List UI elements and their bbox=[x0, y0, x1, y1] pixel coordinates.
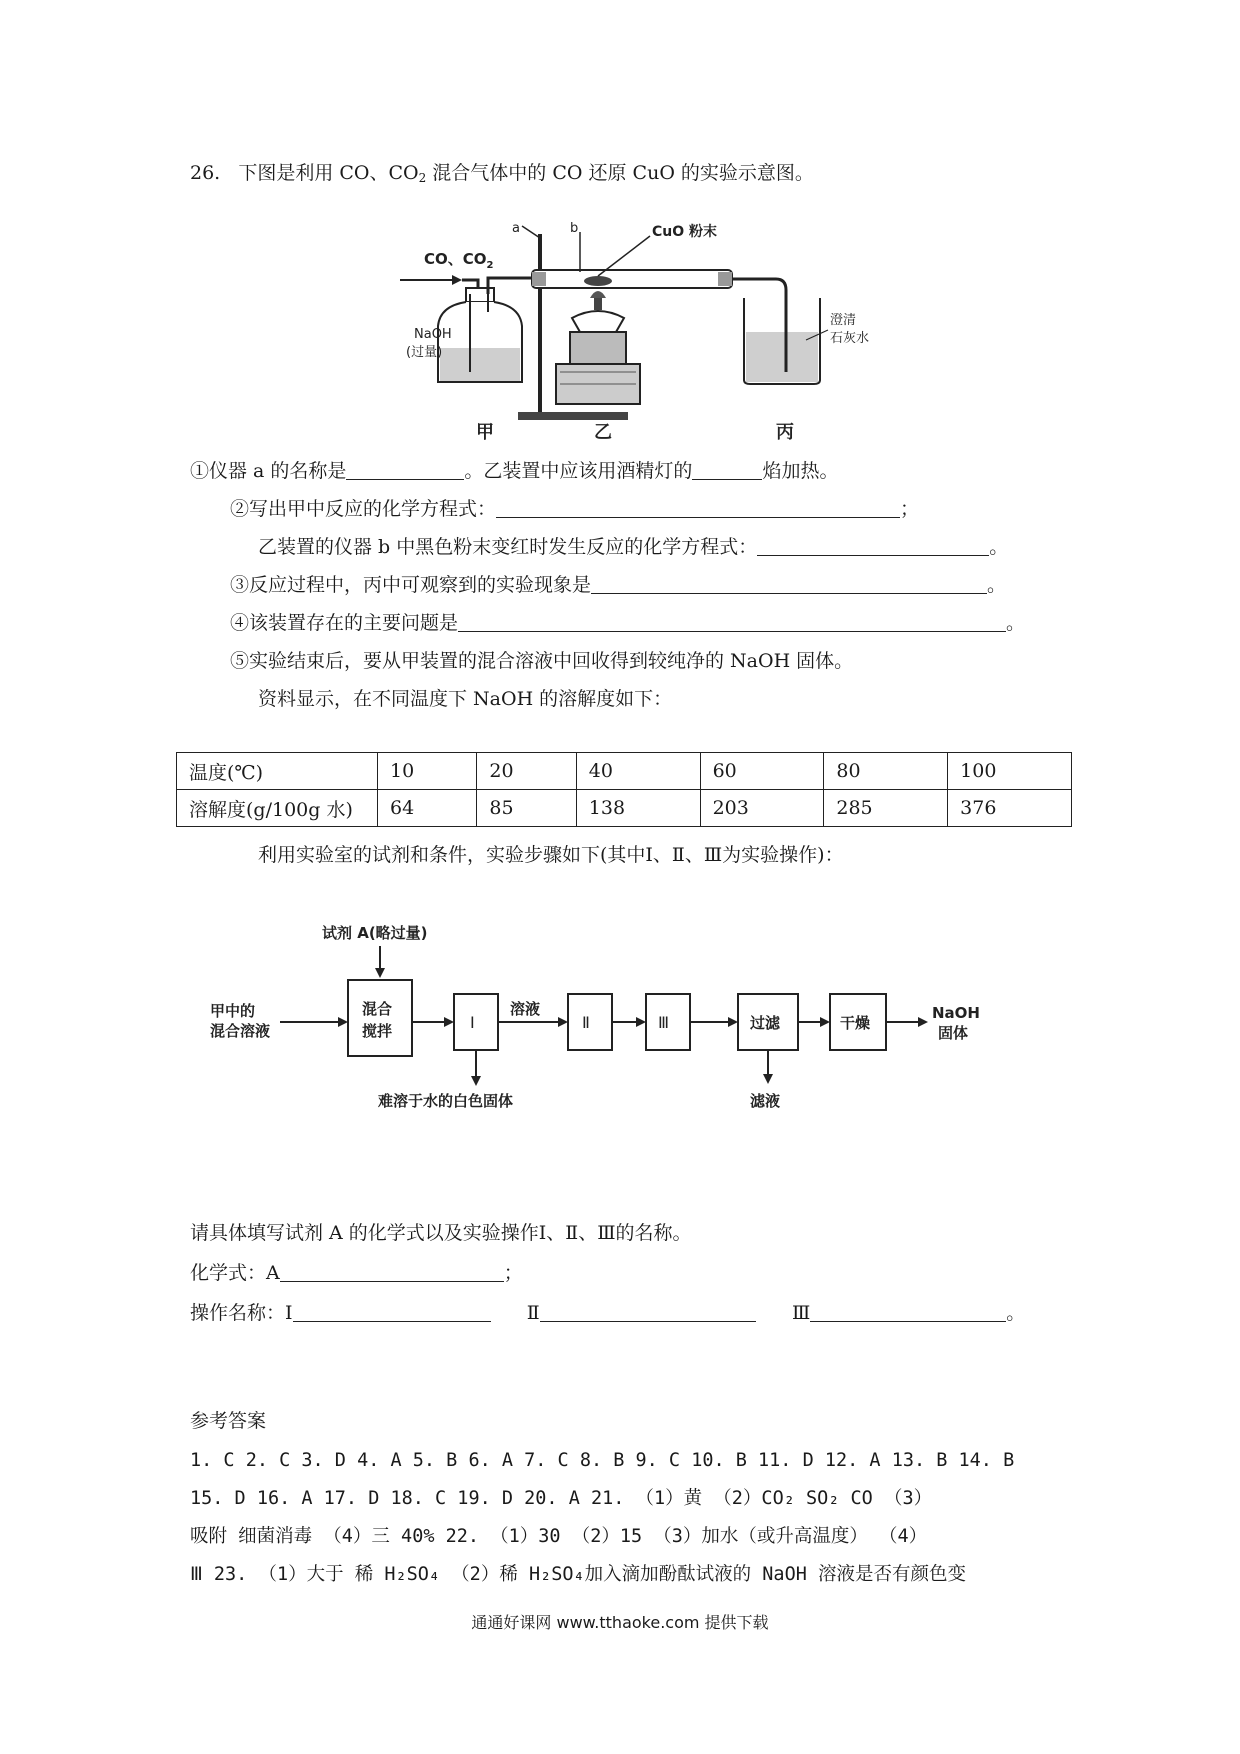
svg-text:Ⅰ: Ⅰ bbox=[470, 1013, 475, 1032]
reagent-a-label: 试剂 A(略过量) bbox=[322, 924, 428, 942]
answer-blank-instrument-a[interactable] bbox=[346, 459, 464, 480]
arrow-filter-to-filtrate bbox=[763, 1050, 773, 1084]
device-name-jia: 甲 bbox=[476, 422, 494, 442]
svg-text:Ⅱ: Ⅱ bbox=[582, 1013, 590, 1032]
arrow-input-to-mix bbox=[280, 1017, 348, 1027]
gas-inlet-label: CO、$CO_2$ bbox=[424, 250, 494, 271]
table-cell: 203 bbox=[700, 790, 824, 827]
svg-text:混合溶液: 混合溶液 bbox=[210, 1022, 271, 1040]
arrow-1-to-2 bbox=[498, 1017, 568, 1027]
fill-in-instruction: 请具体填写试剂 A 的化学式以及实验操作Ⅰ、Ⅱ、Ⅲ的名称。 bbox=[190, 1222, 692, 1244]
svg-text:混合: 混合 bbox=[362, 1000, 393, 1018]
answer-blank-main-problem[interactable] bbox=[458, 611, 1006, 632]
answer-blank-phenomenon[interactable] bbox=[591, 573, 987, 594]
box-mix-stir bbox=[348, 980, 412, 1056]
arrow-filter-to-dry bbox=[798, 1017, 830, 1027]
solubility-intro: 资料显示，在不同温度下 NaOH 的溶解度如下： bbox=[258, 688, 673, 710]
answer-line: 吸附 细菌消毒 （4）三 40% 22. （1）30 （2）15 （3）加水（或升高温度） （4） bbox=[190, 1526, 928, 1547]
subquestion-2b: 乙装置的仪器 b 中黑色粉末变红时发生反应的化学方程式： 。 bbox=[258, 536, 1009, 558]
fill-in-operations: 操作名称：Ⅰ Ⅱ Ⅲ 。 bbox=[190, 1302, 1026, 1324]
arrow-2-to-3 bbox=[612, 1017, 646, 1027]
table-row-temperature bbox=[177, 753, 1072, 790]
answers-title: 参考答案 bbox=[190, 1410, 267, 1432]
table-cell: 40 bbox=[576, 753, 700, 790]
solution-arrow-label: 溶液 bbox=[510, 1000, 541, 1018]
arrow-mix-to-1 bbox=[412, 1017, 454, 1027]
precipitate-label: 难溶于水的白色固体 bbox=[378, 1092, 514, 1110]
question-title: 26. 下图是利用 CO、$CO_2$ 混合气体中的 CO 还原 CuO 的实验示意图。 bbox=[190, 162, 814, 185]
limewater-label: 澄清 bbox=[830, 313, 857, 328]
table-cell: 64 bbox=[378, 790, 477, 827]
subquestion-3: ③反应过程中，丙中可观察到的实验现象是 。 bbox=[230, 574, 1007, 596]
solubility-table bbox=[176, 752, 1072, 827]
answer-blank-equation-b[interactable] bbox=[757, 535, 989, 556]
answer-blank-reagent-a[interactable] bbox=[280, 1261, 504, 1282]
svg-text:干燥: 干燥 bbox=[840, 1014, 871, 1032]
answer-blank-equation-jia[interactable] bbox=[496, 497, 900, 518]
subquestion-5: ⑤实验结束后，要从甲装置的混合溶液中回收得到较纯净的 NaOH 固体。 bbox=[230, 650, 854, 672]
table-cell: 100 bbox=[948, 753, 1072, 790]
subquestion-4: ④该装置存在的主要问题是 。 bbox=[230, 612, 1026, 634]
svg-text:固体: 固体 bbox=[938, 1024, 969, 1042]
answer-blank-flame[interactable] bbox=[692, 459, 762, 480]
table-cell: 85 bbox=[477, 790, 576, 827]
procedure-flowchart bbox=[210, 910, 1010, 1120]
subquestion-1: ①仪器 a 的名称是 。乙装置中应该用酒精灯的 焰加热。 bbox=[190, 460, 839, 482]
svg-text:搅拌: 搅拌 bbox=[362, 1022, 393, 1040]
cuo-powder-label: CuO 粉末 bbox=[652, 224, 718, 240]
output-label: NaOH bbox=[932, 1004, 980, 1022]
row-header-temperature: 温度(℃) bbox=[177, 753, 378, 790]
row-header-solubility: 溶解度(g/100g 水) bbox=[177, 790, 378, 827]
arrow-3-to-filter bbox=[690, 1017, 738, 1027]
reagent-arrow bbox=[375, 946, 385, 978]
box-operation-1 bbox=[454, 994, 498, 1050]
question-number: 26. bbox=[190, 162, 221, 184]
alcohol-lamp bbox=[556, 291, 640, 404]
glass-tube-b bbox=[532, 232, 732, 288]
fill-in-formula: 化学式：A ； bbox=[190, 1262, 523, 1284]
table-cell: 138 bbox=[576, 790, 700, 827]
filtrate-label: 滤液 bbox=[750, 1092, 781, 1110]
arrow-1-to-precipitate bbox=[471, 1050, 481, 1086]
input-label: 甲中的 bbox=[210, 1002, 256, 1020]
svg-text:(过量): (过量) bbox=[406, 345, 443, 360]
table-cell: 285 bbox=[824, 790, 948, 827]
naoh-label: NaOH bbox=[414, 327, 452, 342]
device-name-yi: 乙 bbox=[594, 422, 612, 442]
table-row-solubility bbox=[177, 790, 1072, 827]
answer-blank-operation-1[interactable] bbox=[293, 1301, 491, 1322]
table-cell: 80 bbox=[824, 753, 948, 790]
answer-blank-operation-2[interactable] bbox=[540, 1301, 756, 1322]
gas-inlet-arrow bbox=[400, 275, 462, 285]
svg-text:过滤: 过滤 bbox=[750, 1014, 781, 1032]
label-b: b bbox=[570, 222, 579, 236]
steps-intro: 利用实验室的试剂和条件，实验步骤如下(其中Ⅰ、Ⅱ、Ⅲ为实验操作)： bbox=[258, 844, 844, 866]
svg-text:Ⅲ: Ⅲ bbox=[658, 1013, 670, 1032]
box-operation-2 bbox=[568, 994, 612, 1050]
answer-line: 15. D 16. A 17. D 18. C 19. D 20. A 21. （1）黄 （2）CO₂ SO₂ CO （3） bbox=[190, 1488, 933, 1509]
table-cell: 376 bbox=[948, 790, 1072, 827]
answer-blank-operation-3[interactable] bbox=[810, 1301, 1006, 1322]
answer-line: Ⅲ 23. （1）大于 稀 H₂SO₄ （2）稀 H₂SO₄加入滴加酚酞试液的 NaOH 溶液是否有颜色变 bbox=[190, 1564, 966, 1585]
answer-line: 1. C 2. C 3. D 4. A 5. B 6. A 7. C 8. B 9. C 10. B 11. D 12. A 13. B 14. B bbox=[190, 1450, 1015, 1471]
table-cell: 20 bbox=[477, 753, 576, 790]
svg-text:石灰水: 石灰水 bbox=[830, 331, 870, 346]
arrow-dry-to-output bbox=[886, 1017, 928, 1027]
table-cell: 10 bbox=[378, 753, 477, 790]
page-footer: 通通好课网 www.tthaoke.com 提供下载 bbox=[471, 1613, 769, 1632]
table-cell: 60 bbox=[700, 753, 824, 790]
label-a: a bbox=[512, 222, 520, 236]
device-name-bing: 丙 bbox=[776, 422, 794, 442]
subquestion-2: ②写出甲中反应的化学方程式： ； bbox=[230, 498, 920, 520]
apparatus-diagram bbox=[400, 222, 880, 442]
